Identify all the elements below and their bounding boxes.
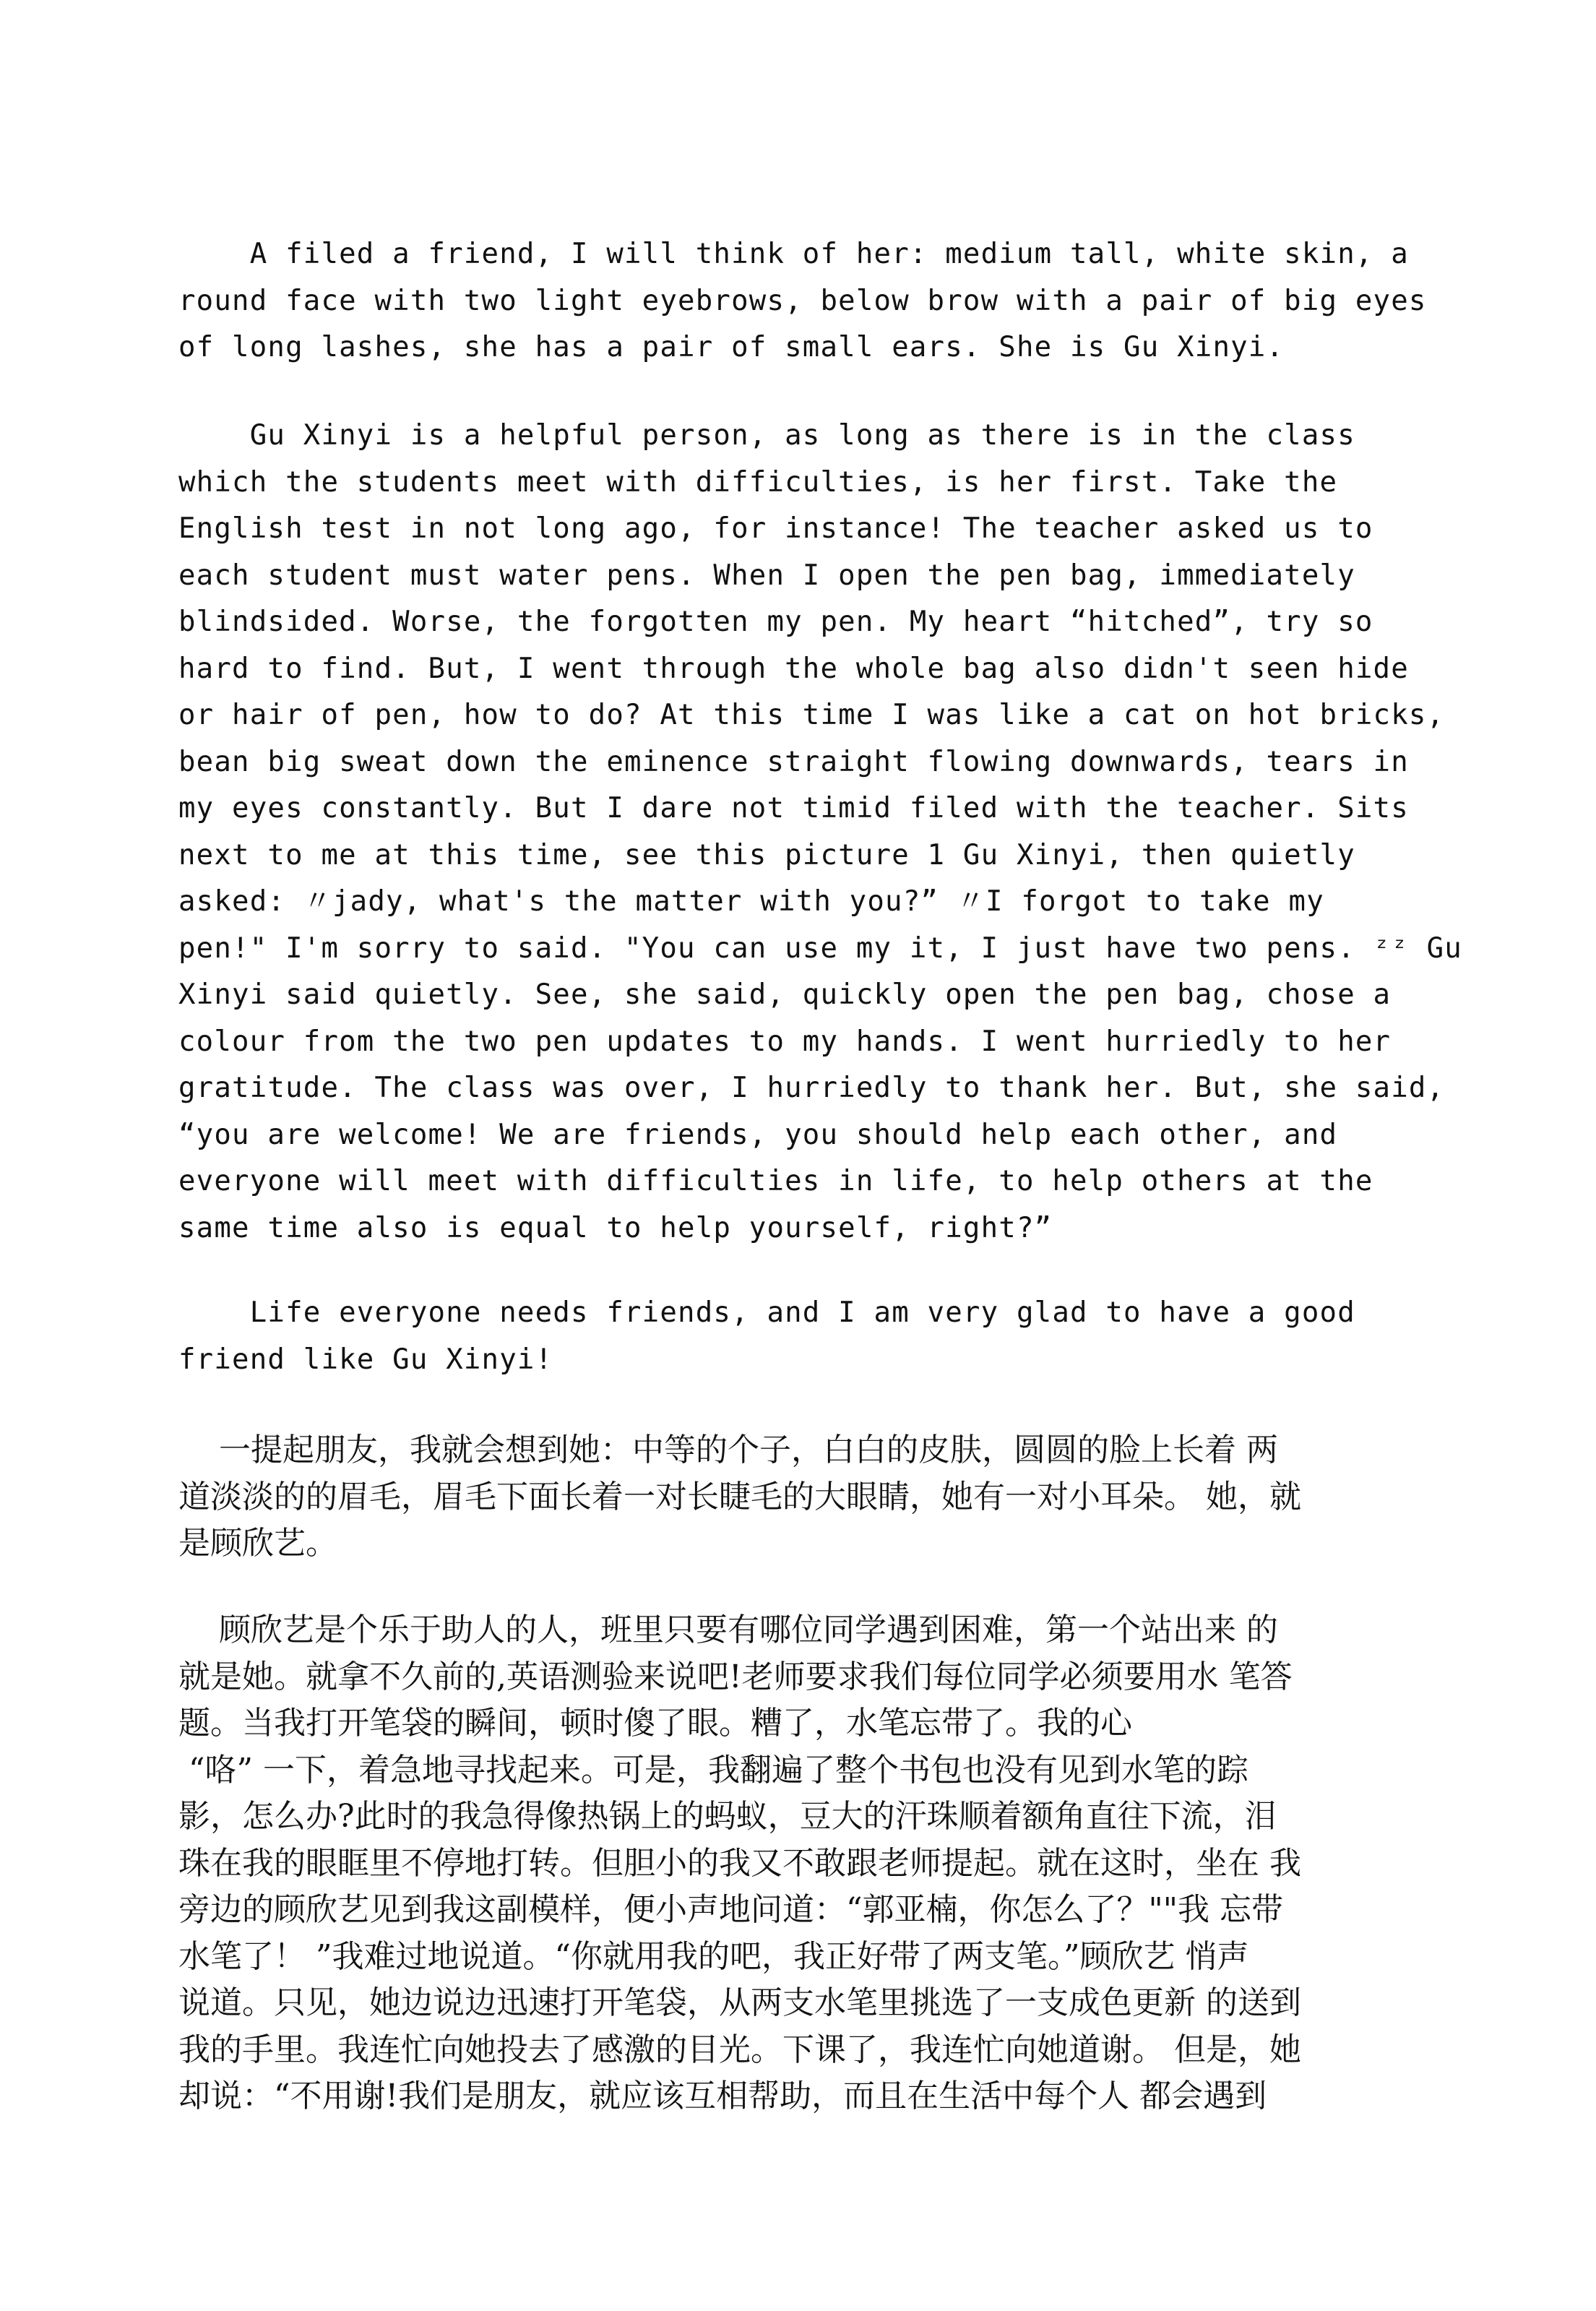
- text-line: 影，怎么办?此时的我急得像热锅上的蚂蚁，豆大的汗珠顺着额角直往下流，泪: [178, 1798, 1277, 1835]
- text-line: blindsided. Worse, the forgotten my pen. My heart “hitched”, try so: [178, 606, 1373, 638]
- english-paragraph-3: [178, 1290, 1421, 1383]
- text-line: 珠在我的眼眶里不停地打转。但胆小的我又不敢跟老师提起。就在这时，坐在 我: [178, 1844, 1301, 1882]
- text-line: or hair of pen, how to do? At this time I was like a cat on hot bricks,: [178, 699, 1445, 731]
- text-line: 水笔了！ ”我难过地说道。“你就用我的吧，我正好带了两支笔。”顾欣艺 悄声: [178, 1937, 1249, 1975]
- text-line: “you are welcome! We are friends, you should help each other, and: [178, 1118, 1338, 1151]
- text-line: Xinyi said quietly. See, she said, quickly open the pen bag, chose a: [178, 978, 1392, 1011]
- text-line: Life everyone needs friends, and I am very glad to have a good: [178, 1296, 1355, 1329]
- chinese-paragraph-1: [178, 1427, 1436, 1567]
- text-line: of long lashes, she has a pair of small ears. She is Gu Xinyi.: [178, 331, 1285, 363]
- text-line: 就是她。就拿不久前的,英语测验来说吧!老师要求我们每位同学必须要用水 笔答: [178, 1658, 1293, 1695]
- text-line: Gu Xinyi is a helpful person, as long as there is in the class: [178, 419, 1355, 452]
- text-line: 道淡淡的的眉毛，眉毛下面长着一对长睫毛的大眼睛，她有一对小耳朵。 她，就: [178, 1478, 1301, 1515]
- text-line: asked: 〃jady, what's the matter with you?” 〃I forgot to take my: [178, 885, 1324, 918]
- text-line: 旁边的顾欣艺见到我这副模样，便小声地问道：“郭亚楠，你怎么了？""我 忘带: [178, 1891, 1283, 1928]
- text-line: English test in not long ago, for instance! The teacher asked us to: [178, 512, 1373, 545]
- text-line: friend like Gu Xinyi!: [178, 1343, 553, 1376]
- english-paragraph-1: [178, 231, 1427, 371]
- text-line: 是顾欣艺。: [178, 1525, 337, 1562]
- text-line: round face with two light eyebrows, below brow with a pair of big eyes: [178, 284, 1427, 317]
- text-line: 却说：“不用谢!我们是朋友，就应该互相帮助，而且在生活中每个人 都会遇到: [178, 2078, 1267, 2114]
- english-paragraph-2: [178, 413, 1462, 1252]
- text-line: “咯” 一下，着急地寻找起来。可是，我翻遍了整个书包也没有见到水笔的踪: [178, 1751, 1248, 1789]
- text-line: which the students meet with difficulties, is her first. Take the: [178, 465, 1338, 499]
- text-line: 我的手里。我连忙向她投去了感激的目光。下课了，我连忙向她道谢。 但是，她: [178, 2031, 1301, 2068]
- text-line: hard to find. But, I went through the whole bag also didn't seen hide: [178, 652, 1409, 685]
- text-line: each student must water pens. When I open the pen bag, immediately: [178, 559, 1355, 592]
- text-line: colour from the two pen updates to my hands. I went hurriedly to her: [178, 1025, 1392, 1058]
- text-line: same time also is equal to help yourself, right?”: [178, 1211, 1053, 1244]
- text-line: next to me at this time, see this picture 1 Gu Xinyi, then quietly: [178, 838, 1355, 872]
- text-line: 顾欣艺是个乐于助人的人，班里只要有哪位同学遇到困难，第一个站出来 的: [178, 1611, 1278, 1648]
- chinese-paragraph-2: [178, 1607, 1436, 2120]
- text-line: 一提起朋友，我就会想到她：中等的个子，白白的皮肤，圆圆的脸上长着 两: [178, 1432, 1278, 1468]
- text-line: gratitude. The class was over, I hurriedly to thank her. But, she said,: [178, 1072, 1445, 1104]
- text-line: 题。当我打开笔袋的瞬间，顿时傻了眼。糟了，水笔忘带了。我的心: [178, 1705, 1132, 1742]
- text-line: bean big sweat down the eminence straight flowing downwards, tears in: [178, 745, 1409, 778]
- text-line: everyone will meet with difficulties in life, to help others at the: [178, 1165, 1373, 1197]
- text-line: 说道。只见，她边说边迅速打开笔袋，从两支水笔里挑选了一支成色更新 的送到: [178, 1984, 1301, 2021]
- text-line: pen!" I'm sorry to said. "You can use my it, I just have two pens. ᶻᶻ Gu: [178, 931, 1462, 965]
- text-line: my eyes constantly. But I dare not timid filed with the teacher. Sits: [178, 792, 1409, 825]
- text-line: A filed a friend, I will think of her: medium tall, white skin, a: [178, 238, 1409, 270]
